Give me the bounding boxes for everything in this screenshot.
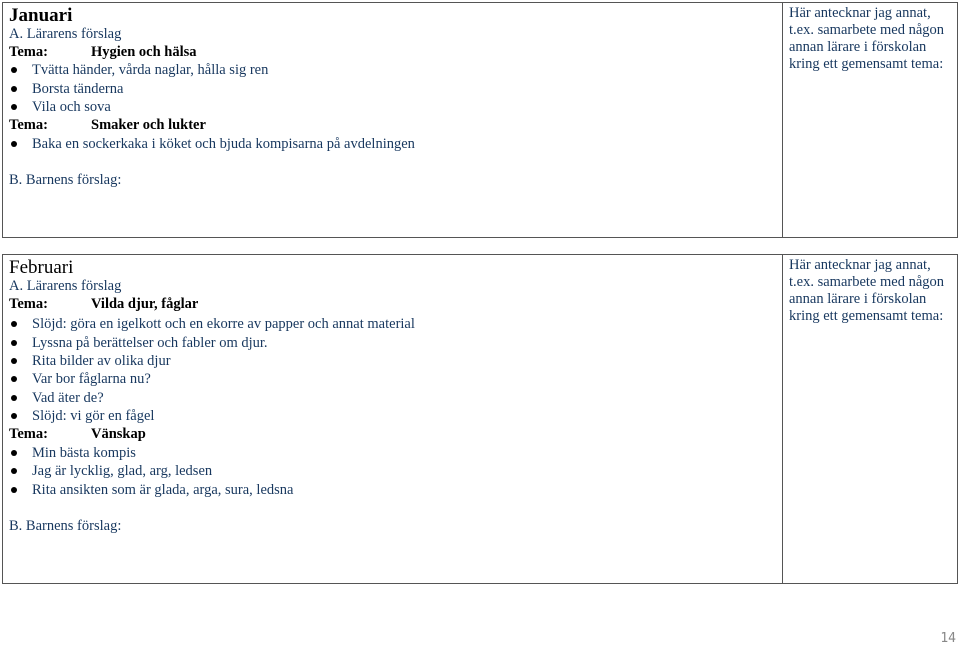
- list-item: Min bästa kompis: [9, 444, 136, 463]
- plan-column: [3, 3, 783, 237]
- theme-heading: [9, 295, 198, 314]
- teacher-heading: A. Lärarens förslag: [9, 26, 122, 42]
- list-item: Vad äter de?: [9, 389, 104, 408]
- list-item: Tvätta händer, vårda naglar, hålla sig ren: [9, 61, 268, 80]
- children-heading: B. Barnens förslag:: [9, 172, 122, 188]
- theme-label: Tema:: [9, 44, 48, 60]
- theme-label: Tema:: [9, 117, 48, 133]
- list-item: Lyssna på berättelser och fabler om djur.: [9, 334, 268, 353]
- theme-heading: [9, 43, 197, 62]
- bullet-icon: [11, 358, 17, 364]
- theme-title: Smaker och lukter: [91, 117, 206, 133]
- theme-heading: [9, 425, 146, 444]
- list-item: Rita ansikten som är glada, arga, sura, ledsna: [9, 481, 293, 500]
- bullet-icon: [11, 395, 17, 401]
- bullet-icon: [11, 487, 17, 493]
- children-heading: B. Barnens förslag:: [9, 518, 122, 534]
- notes-column: [783, 3, 957, 237]
- list-item: Var bor fåglarna nu?: [9, 370, 151, 389]
- bullet-icon: [11, 141, 17, 147]
- bullet-icon: [11, 86, 17, 92]
- list-item: Slöjd: vi gör en fågel: [9, 407, 154, 426]
- bullet-icon: [11, 340, 17, 346]
- list-item: Rita bilder av olika djur: [9, 352, 171, 371]
- page-number: 14: [940, 631, 956, 646]
- list-item: Jag är lycklig, glad, arg, ledsen: [9, 462, 212, 481]
- month-block-februari: [2, 254, 958, 584]
- notes-text: Här antecknar jag annat, t.ex. samarbete med någon annan lärare i förskolan kring ett gemensamt tema:: [789, 5, 945, 72]
- theme-title: Vilda djur, fåglar: [91, 296, 199, 312]
- bullet-icon: [11, 450, 17, 456]
- bullet-icon: [11, 468, 17, 474]
- list-item: Slöjd: göra en igelkott och en ekorre av papper och annat material: [9, 315, 415, 334]
- theme-title: Vänskap: [91, 426, 146, 442]
- month-title: Februari: [9, 257, 74, 278]
- theme-heading: [9, 116, 206, 135]
- theme-label: Tema:: [9, 296, 48, 312]
- bullet-icon: [11, 321, 17, 327]
- teacher-heading: A. Lärarens förslag: [9, 278, 122, 294]
- month-title: Januari: [9, 5, 73, 26]
- list-item: Baka en sockerkaka i köket och bjuda kompisarna på avdelningen: [9, 135, 415, 154]
- notes-text: Här antecknar jag annat, t.ex. samarbete med någon annan lärare i förskolan kring ett gemensamt tema:: [789, 257, 945, 324]
- list-item: Vila och sova: [9, 98, 111, 117]
- plan-column: [3, 255, 783, 583]
- month-block-januari: [2, 2, 958, 238]
- notes-column: [783, 255, 957, 583]
- bullet-icon: [11, 104, 17, 110]
- list-item: Borsta tänderna: [9, 80, 123, 99]
- bullet-icon: [11, 67, 17, 73]
- bullet-icon: [11, 413, 17, 419]
- theme-label: Tema:: [9, 426, 48, 442]
- bullet-icon: [11, 376, 17, 382]
- theme-title: Hygien och hälsa: [91, 44, 197, 60]
